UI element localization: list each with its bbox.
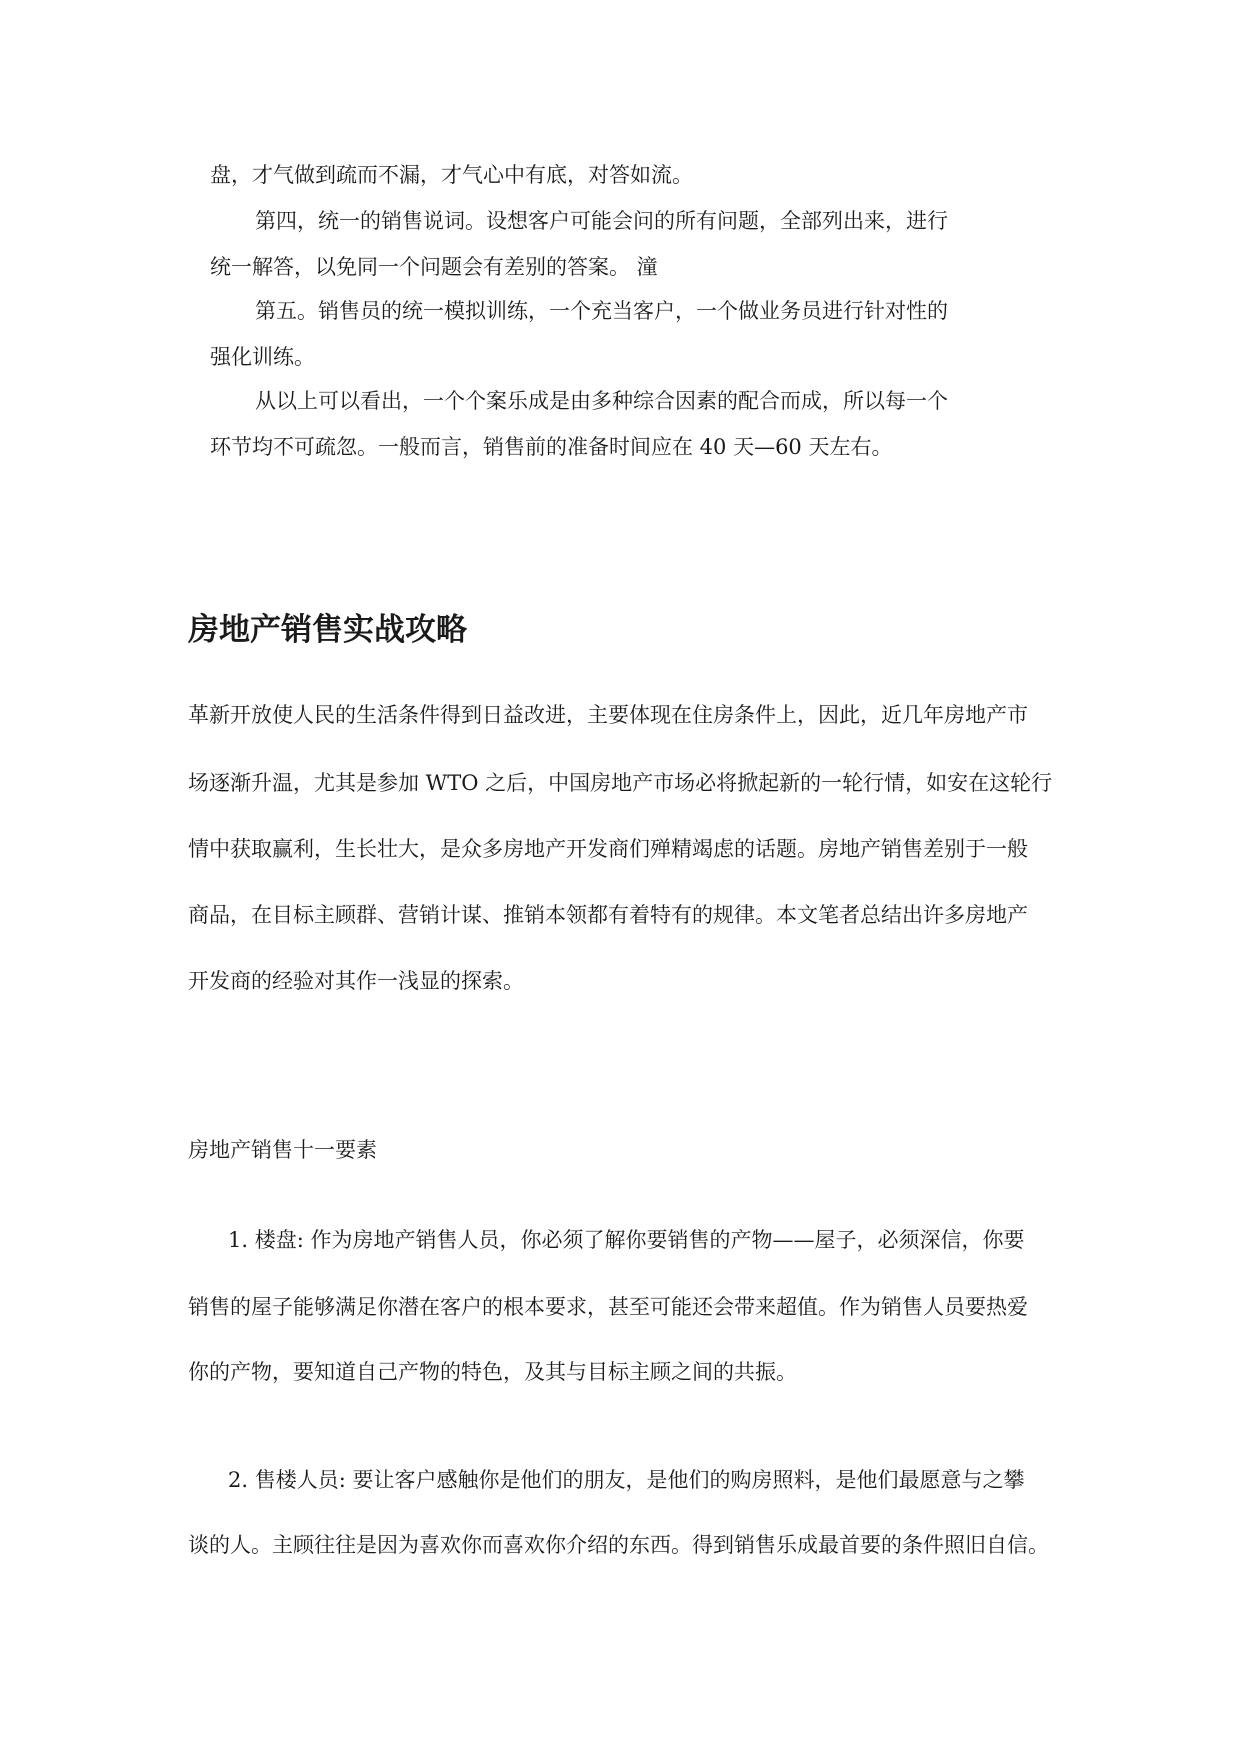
body-text-line: 统一解答，以免同一个问题会有差别的答案。 潼 xyxy=(210,255,658,279)
body-text-line: 第四，统一的销售说词。设想客户可能会问的所有问题，全部列出来，进行 xyxy=(255,209,948,233)
item-text-line: 销售的屋子能够满足你潜在客户的根本要求，甚至可能还会带来超值。作为销售人员要热爱 xyxy=(188,1295,1028,1319)
body-text-line: 环节均不可疏忽。一般而言，销售前的准备时间应在 40 天—60 天左右。 xyxy=(210,435,893,459)
body-text-line: 第五。销售员的统一模拟训练，一个充当客户，一个做业务员进行针对性的 xyxy=(255,299,948,323)
intro-text-line: 开发商的经验对其作一浅显的探索。 xyxy=(188,969,524,993)
intro-text-line: 场逐渐升温，尤其是参加 WTO 之后，中国房地产市场必将掀起新的一轮行情，如安在这轮行 xyxy=(188,771,1053,795)
item-text-line: 2. 售楼人员: 要让客户感触你是他们的朋友，是他们的购房照料，是他们最愿意与之攀 xyxy=(228,1468,1025,1492)
intro-text-line: 革新开放使人民的生活条件得到日益改进，主要体现在住房条件上，因此，近几年房地产市 xyxy=(188,703,1028,727)
intro-text-line: 情中获取赢利，生长壮大，是众多房地产开发商们殚精竭虑的话题。房地产销售差别于一般 xyxy=(188,837,1028,861)
body-text-line: 从以上可以看出，一个个案乐成是由多种综合因素的配合而成，所以每一个 xyxy=(255,389,948,413)
item-text-line: 你的产物，要知道自己产物的特色，及其与目标主顾之间的共振。 xyxy=(188,1360,797,1384)
item-text-line: 1. 楼盘: 作为房地产销售人员，你必须了解你要销售的产物——屋子，必须深信，你要 xyxy=(228,1228,1025,1252)
body-text-line: 盘，才气做到疏而不漏，才气心中有底，对答如流。 xyxy=(210,163,693,187)
section-heading: 房地产销售十一要素 xyxy=(188,1138,377,1162)
item-text-line: 谈的人。主顾往往是因为喜欢你而喜欢你介绍的东西。得到销售乐成最首要的条件照旧自信。 xyxy=(188,1533,1049,1557)
article-title: 房地产销售实战攻略 xyxy=(188,612,467,648)
intro-text-line: 商品，在目标主顾群、营销计谋、推销本领都有着特有的规律。本文笔者总结出许多房地产 xyxy=(188,903,1028,927)
body-text-line: 强化训练。 xyxy=(210,345,315,369)
